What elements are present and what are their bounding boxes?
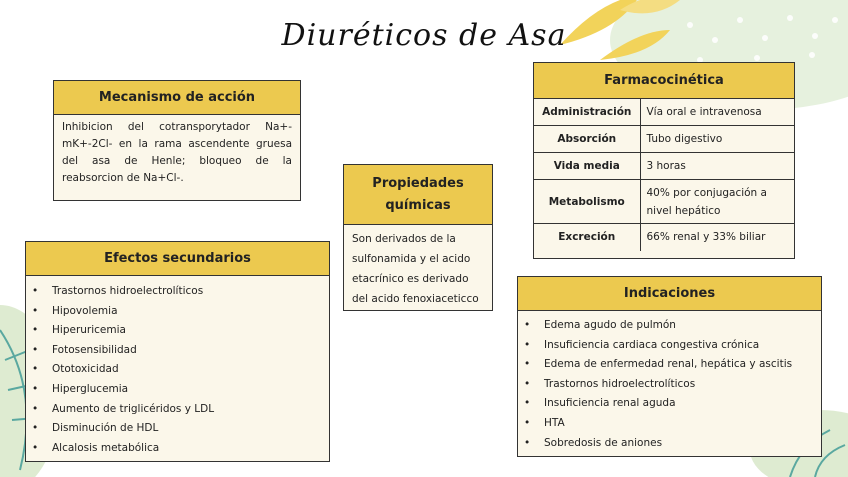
table-row: [534, 224, 794, 251]
row-key: Administración: [534, 99, 640, 126]
list-item: • Alcalosis metabólica: [26, 439, 329, 459]
list-item: • Insuficiencia cardiaca congestiva crónica: [518, 336, 821, 356]
list-item: • HTA: [518, 414, 821, 434]
row-value: Tubo digestivo: [640, 126, 794, 153]
propiedades-card: [343, 164, 493, 311]
indicaciones-list: [518, 311, 821, 453]
list-item: • Aumento de triglicéridos y LDL: [26, 400, 329, 420]
farmacocinetica-card: [533, 62, 795, 259]
list-item: • Hiperuricemia: [26, 321, 329, 341]
indicaciones-card: [517, 276, 822, 457]
list-item: • Insuficiencia renal aguda: [518, 394, 821, 414]
table-row: [534, 153, 794, 180]
row-key: Vida media: [534, 153, 640, 180]
row-value: Vía oral e intravenosa: [640, 99, 794, 126]
mecanismo-heading: Mecanismo de acción: [54, 81, 300, 115]
table-row: [534, 99, 794, 126]
list-item: • Trastornos hidroelectrolíticos: [518, 375, 821, 395]
mecanismo-text: Inhibicion del cotransporytador Na+-mK+-2Cl- en la rama ascendente gruesa del asa de Henle; bloqueo de la reabsorcion de Na+Cl-.: [62, 121, 292, 184]
list-item: • Hipovolemia: [26, 302, 329, 322]
propiedades-heading: Propiedades químicas: [344, 165, 492, 225]
row-value: 40% por conjugación a nivel hepático: [640, 180, 794, 224]
farmacocinetica-heading: Farmacocinética: [534, 63, 794, 98]
indicaciones-heading: Indicaciones: [518, 277, 821, 311]
efectos-card: [25, 241, 330, 462]
row-key: Excreción: [534, 224, 640, 251]
efectos-heading: Efectos secundarios: [26, 242, 329, 276]
row-key: Absorción: [534, 126, 640, 153]
propiedades-text: Son derivados de la sulfonamida y el acido etacrínico es derivado del acido fenoxiaceticco: [352, 233, 479, 305]
table-row: [534, 180, 794, 224]
farmacocinetica-table: [534, 98, 794, 251]
list-item: • Ototoxicidad: [26, 360, 329, 380]
list-item: • Fotosensibilidad: [26, 341, 329, 361]
row-key: Metabolismo: [534, 180, 640, 224]
row-value: 3 horas: [640, 153, 794, 180]
row-value: 66% renal y 33% biliar: [640, 224, 794, 251]
list-item: • Hiperglucemia: [26, 380, 329, 400]
mecanismo-card: [53, 80, 301, 201]
list-item: • Disminución de HDL: [26, 419, 329, 439]
efectos-list: [26, 276, 329, 458]
list-item: • Edema agudo de pulmón: [518, 316, 821, 336]
list-item: • Sobredosis de aniones: [518, 434, 821, 454]
page-title: Diuréticos de Asa: [281, 18, 567, 53]
list-item: • Trastornos hidroelectrolíticos: [26, 282, 329, 302]
table-row: [534, 126, 794, 153]
list-item: • Edema de enfermedad renal, hepática y ascitis: [518, 355, 821, 375]
